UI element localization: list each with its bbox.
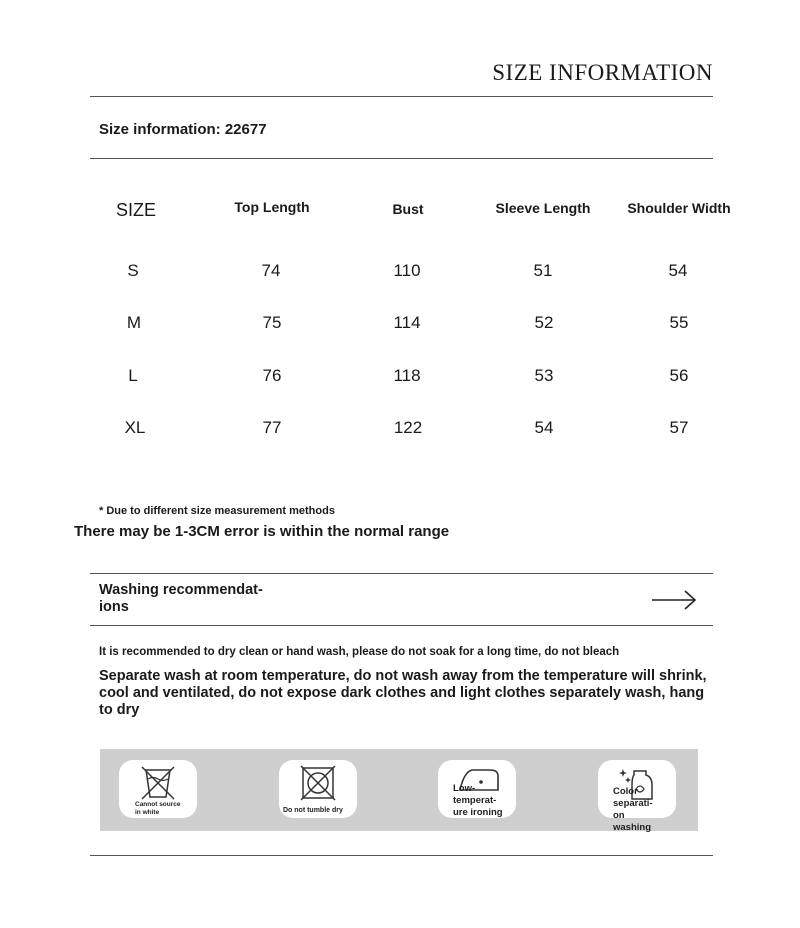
table-cell: 77 bbox=[262, 418, 282, 437]
table-cell: 55 bbox=[669, 313, 689, 332]
divider bbox=[90, 625, 713, 626]
divider bbox=[90, 158, 713, 159]
care-card bbox=[438, 760, 516, 818]
column-header-shoulder-width: Shoulder Width bbox=[627, 200, 731, 216]
table-cell: 57 bbox=[669, 418, 689, 437]
arrow-right-icon[interactable] bbox=[651, 588, 697, 612]
table-cell: 54 bbox=[668, 261, 688, 280]
table-cell: 51 bbox=[533, 261, 553, 280]
table-cell: 76 bbox=[262, 366, 282, 385]
measurement-note: * Due to different size measurement methods bbox=[99, 505, 335, 517]
table-cell: M bbox=[126, 313, 142, 332]
recommendation-detail: Separate wash at room temperature, do not wash away from the temperature will shrink, cool and ventilated, do not expose dark clothes and light clothes separately wash, hang to dry bbox=[99, 668, 707, 718]
care-label: Do not tumble dry bbox=[283, 807, 343, 814]
table-cell: 75 bbox=[262, 313, 282, 332]
table-cell: 54 bbox=[534, 418, 554, 437]
care-icons-panel bbox=[100, 749, 698, 831]
table-cell: 74 bbox=[261, 261, 281, 280]
care-card bbox=[598, 760, 676, 833]
no-bleach-icon bbox=[139, 764, 177, 802]
column-header-top-length: Top Length bbox=[234, 199, 310, 215]
table-cell: 52 bbox=[534, 313, 554, 332]
no-tumble-dry-icon bbox=[299, 764, 337, 802]
care-label: Color separati- on washing bbox=[613, 786, 653, 833]
divider bbox=[90, 96, 713, 97]
error-note: There may be 1-3CM error is within the normal range bbox=[74, 523, 450, 540]
washing-title: Washing recommendat- ions bbox=[99, 582, 263, 615]
care-card bbox=[119, 760, 197, 818]
column-header-bust: Bust bbox=[392, 201, 424, 217]
table-cell: XL bbox=[124, 418, 146, 437]
table-cell: 110 bbox=[393, 261, 421, 280]
table-cell: S bbox=[127, 261, 139, 280]
column-header-size: SIZE bbox=[115, 200, 156, 220]
table-cell: L bbox=[128, 366, 138, 385]
recommendation-text: It is recommended to dry clean or hand wash, please do not soak for a long time, do not bleach bbox=[99, 646, 620, 658]
table-cell: 56 bbox=[669, 366, 689, 385]
table-cell: 114 bbox=[393, 313, 421, 332]
column-header-sleeve-length: Sleeve Length bbox=[495, 200, 591, 216]
table-cell: 118 bbox=[393, 366, 421, 385]
page-title: SIZE INFORMATION bbox=[492, 60, 713, 85]
table-cell: 53 bbox=[534, 366, 554, 385]
size-info-label: Size information: 22677 bbox=[99, 121, 267, 138]
care-label: Cannot source in white bbox=[135, 801, 181, 816]
care-label: Low- temperat- ure ironing bbox=[453, 783, 503, 818]
table-cell: 122 bbox=[393, 418, 423, 437]
care-card bbox=[279, 760, 357, 818]
divider bbox=[90, 573, 713, 574]
divider bbox=[90, 855, 713, 856]
